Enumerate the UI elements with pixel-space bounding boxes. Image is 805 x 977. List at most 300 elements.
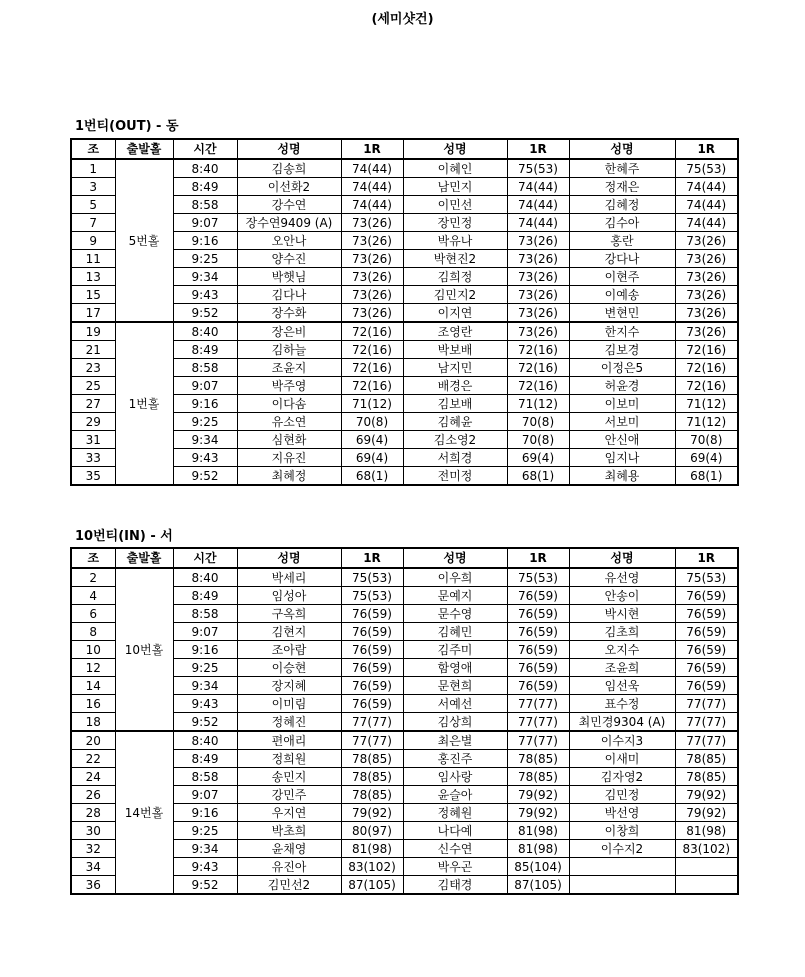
round-score: 79(92) — [675, 786, 738, 804]
round-score: 75(53) — [341, 568, 403, 587]
player-name: 남지민 — [403, 359, 507, 377]
round-score: 70(8) — [507, 431, 569, 449]
player-name: 유선영 — [569, 568, 675, 587]
round-score: 71(12) — [341, 395, 403, 413]
tee-time: 9:25 — [173, 822, 237, 840]
player-name: 이다솜 — [237, 395, 341, 413]
column-header: 1R — [507, 139, 569, 159]
round-score: 73(26) — [341, 250, 403, 268]
player-name: 배경은 — [403, 377, 507, 395]
group-number: 2 — [71, 568, 115, 587]
tee-time: 9:43 — [173, 858, 237, 876]
player-name: 조윤지 — [237, 359, 341, 377]
start-hole: 5번홀 — [115, 159, 173, 322]
player-name — [569, 858, 675, 876]
player-name: 이보미 — [569, 395, 675, 413]
group-number: 25 — [71, 377, 115, 395]
column-header: 성명 — [569, 139, 675, 159]
player-name: 임사랑 — [403, 768, 507, 786]
column-header: 1R — [341, 139, 403, 159]
column-header: 시간 — [173, 548, 237, 568]
round-score: 81(98) — [341, 840, 403, 858]
tee-time: 9:52 — [173, 876, 237, 895]
round-score: 73(26) — [507, 268, 569, 286]
round-score: 74(44) — [507, 214, 569, 232]
tee-time: 8:40 — [173, 568, 237, 587]
group-number: 29 — [71, 413, 115, 431]
round-score: 72(16) — [341, 359, 403, 377]
player-name: 전미정 — [403, 467, 507, 486]
round-score: 87(105) — [341, 876, 403, 895]
player-name: 박초희 — [237, 822, 341, 840]
player-name: 이혜인 — [403, 159, 507, 178]
round-score: 68(1) — [507, 467, 569, 486]
round-score: 78(85) — [341, 786, 403, 804]
round-score: 76(59) — [507, 587, 569, 605]
player-name: 한혜주 — [569, 159, 675, 178]
tee-time: 8:49 — [173, 178, 237, 196]
player-name: 윤채영 — [237, 840, 341, 858]
player-name: 허윤경 — [569, 377, 675, 395]
group-number: 11 — [71, 250, 115, 268]
player-name: 이수지2 — [569, 840, 675, 858]
group-number: 5 — [71, 196, 115, 214]
player-name: 조영란 — [403, 322, 507, 341]
player-name: 강민주 — [237, 786, 341, 804]
tee-time: 9:43 — [173, 449, 237, 467]
player-name: 우지연 — [237, 804, 341, 822]
section-title-out: 1번티(OUT) - 동 — [75, 119, 179, 134]
round-score: 76(59) — [507, 623, 569, 641]
round-score: 83(102) — [341, 858, 403, 876]
round-score: 75(53) — [341, 587, 403, 605]
player-name: 김혜윤 — [403, 413, 507, 431]
player-name: 조아람 — [237, 641, 341, 659]
round-score: 75(53) — [507, 159, 569, 178]
player-name: 박햇님 — [237, 268, 341, 286]
column-header: 조 — [71, 548, 115, 568]
round-score: 77(77) — [675, 713, 738, 732]
player-name: 안송이 — [569, 587, 675, 605]
group-number: 1 — [71, 159, 115, 178]
player-name: 임지나 — [569, 449, 675, 467]
player-name: 박주영 — [237, 377, 341, 395]
player-name: 김주미 — [403, 641, 507, 659]
player-name: 김혜정 — [569, 196, 675, 214]
player-name: 장은비 — [237, 322, 341, 341]
table-row — [71, 159, 738, 178]
player-name: 서예선 — [403, 695, 507, 713]
round-score: 74(44) — [341, 178, 403, 196]
round-score: 79(92) — [507, 804, 569, 822]
round-score: 77(77) — [507, 695, 569, 713]
column-header: 출발홀 — [115, 139, 173, 159]
tee-time: 9:16 — [173, 641, 237, 659]
tee-time: 9:52 — [173, 713, 237, 732]
group-number: 9 — [71, 232, 115, 250]
round-score — [675, 858, 738, 876]
player-name: 윤슬아 — [403, 786, 507, 804]
round-score: 76(59) — [507, 659, 569, 677]
tee-time: 8:49 — [173, 341, 237, 359]
player-name: 변현민 — [569, 304, 675, 323]
tee-time: 9:07 — [173, 214, 237, 232]
start-hole: 10번홀 — [115, 568, 173, 731]
player-name: 김하늘 — [237, 341, 341, 359]
round-score: 73(26) — [675, 250, 738, 268]
round-score: 73(26) — [507, 304, 569, 323]
round-score: 71(12) — [675, 413, 738, 431]
tee-time: 8:58 — [173, 768, 237, 786]
player-name: 박세리 — [237, 568, 341, 587]
tee-time: 9:52 — [173, 467, 237, 486]
round-score: 78(85) — [341, 768, 403, 786]
round-score: 72(16) — [507, 377, 569, 395]
round-score: 72(16) — [341, 322, 403, 341]
round-score: 76(59) — [675, 605, 738, 623]
column-header: 1R — [675, 139, 738, 159]
player-name: 이창희 — [569, 822, 675, 840]
round-score: 75(53) — [675, 568, 738, 587]
group-number: 18 — [71, 713, 115, 732]
tee-time: 9:34 — [173, 268, 237, 286]
round-score: 74(44) — [507, 196, 569, 214]
player-name: 이현주 — [569, 268, 675, 286]
tee-time: 9:16 — [173, 232, 237, 250]
player-name: 양수진 — [237, 250, 341, 268]
player-name: 김민선2 — [237, 876, 341, 895]
player-name: 김송희 — [237, 159, 341, 178]
player-name: 박시현 — [569, 605, 675, 623]
round-score: 77(77) — [341, 731, 403, 750]
column-header: 성명 — [237, 548, 341, 568]
player-name: 최민경9304 (A) — [569, 713, 675, 732]
column-header: 성명 — [403, 548, 507, 568]
round-score: 75(53) — [675, 159, 738, 178]
round-score: 73(26) — [341, 286, 403, 304]
round-score: 76(59) — [675, 641, 738, 659]
tee-time: 9:52 — [173, 304, 237, 323]
player-name: 정재은 — [569, 178, 675, 196]
tee-time: 9:34 — [173, 677, 237, 695]
round-score: 71(12) — [507, 395, 569, 413]
column-header: 시간 — [173, 139, 237, 159]
round-score: 76(59) — [675, 677, 738, 695]
group-number: 15 — [71, 286, 115, 304]
player-name: 김민정 — [569, 786, 675, 804]
group-number: 10 — [71, 641, 115, 659]
group-number: 17 — [71, 304, 115, 323]
player-name — [569, 876, 675, 895]
round-score: 81(98) — [675, 822, 738, 840]
player-name: 김현지 — [237, 623, 341, 641]
round-score: 74(44) — [675, 178, 738, 196]
player-name: 임선욱 — [569, 677, 675, 695]
round-score — [675, 876, 738, 895]
player-name: 구옥희 — [237, 605, 341, 623]
round-score: 73(26) — [675, 322, 738, 341]
round-score: 77(77) — [341, 713, 403, 732]
group-number: 13 — [71, 268, 115, 286]
player-name: 홍란 — [569, 232, 675, 250]
round-score: 73(26) — [341, 304, 403, 323]
player-name: 김자영2 — [569, 768, 675, 786]
round-score: 75(53) — [507, 568, 569, 587]
column-header: 출발홀 — [115, 548, 173, 568]
tee-time: 9:25 — [173, 250, 237, 268]
round-score: 68(1) — [675, 467, 738, 486]
player-name: 김초희 — [569, 623, 675, 641]
group-number: 26 — [71, 786, 115, 804]
group-number: 32 — [71, 840, 115, 858]
tee-time: 9:43 — [173, 286, 237, 304]
player-name: 이예송 — [569, 286, 675, 304]
player-name: 유소연 — [237, 413, 341, 431]
round-score: 70(8) — [507, 413, 569, 431]
round-score: 73(26) — [675, 268, 738, 286]
group-number: 12 — [71, 659, 115, 677]
round-score: 73(26) — [675, 232, 738, 250]
player-name: 장민정 — [403, 214, 507, 232]
player-name: 심현화 — [237, 431, 341, 449]
player-name: 신수연 — [403, 840, 507, 858]
player-name: 이선화2 — [237, 178, 341, 196]
round-score: 78(85) — [507, 768, 569, 786]
group-number: 4 — [71, 587, 115, 605]
round-score: 69(4) — [341, 431, 403, 449]
round-score: 76(59) — [675, 623, 738, 641]
player-name: 박보배 — [403, 341, 507, 359]
round-score: 73(26) — [341, 268, 403, 286]
tee-table-out — [70, 138, 739, 486]
player-name: 최혜정 — [237, 467, 341, 486]
round-score: 72(16) — [341, 377, 403, 395]
round-score: 72(16) — [675, 359, 738, 377]
round-score: 72(16) — [675, 341, 738, 359]
player-name: 함영애 — [403, 659, 507, 677]
round-score: 77(77) — [507, 713, 569, 732]
player-name: 장수화 — [237, 304, 341, 323]
round-score: 81(98) — [507, 840, 569, 858]
round-score: 72(16) — [675, 377, 738, 395]
player-name: 김민지2 — [403, 286, 507, 304]
player-name: 박선영 — [569, 804, 675, 822]
player-name: 홍진주 — [403, 750, 507, 768]
round-score: 83(102) — [675, 840, 738, 858]
player-name: 장수연9409 (A) — [237, 214, 341, 232]
tee-time: 9:16 — [173, 395, 237, 413]
round-score: 76(59) — [341, 641, 403, 659]
player-name: 표수정 — [569, 695, 675, 713]
player-name: 이민선 — [403, 196, 507, 214]
round-score: 85(104) — [507, 858, 569, 876]
player-name: 서희경 — [403, 449, 507, 467]
group-number: 3 — [71, 178, 115, 196]
player-name: 오안나 — [237, 232, 341, 250]
player-name: 김희정 — [403, 268, 507, 286]
player-name: 송민지 — [237, 768, 341, 786]
round-score: 76(59) — [341, 695, 403, 713]
column-header: 1R — [675, 548, 738, 568]
group-number: 24 — [71, 768, 115, 786]
round-score: 70(8) — [675, 431, 738, 449]
player-name: 김소영2 — [403, 431, 507, 449]
round-score: 81(98) — [507, 822, 569, 840]
round-score: 73(26) — [507, 322, 569, 341]
player-name: 박우곤 — [403, 858, 507, 876]
group-number: 34 — [71, 858, 115, 876]
player-name: 조윤희 — [569, 659, 675, 677]
section-title-in: 10번티(IN) - 서 — [75, 529, 173, 544]
table-row — [71, 322, 738, 341]
player-name: 강수연 — [237, 196, 341, 214]
group-number: 31 — [71, 431, 115, 449]
round-score: 72(16) — [507, 359, 569, 377]
round-score: 76(59) — [341, 605, 403, 623]
round-score: 71(12) — [675, 395, 738, 413]
round-score: 78(85) — [341, 750, 403, 768]
round-score: 73(26) — [341, 232, 403, 250]
player-name: 정혜진 — [237, 713, 341, 732]
round-score: 76(59) — [341, 659, 403, 677]
player-name: 문수영 — [403, 605, 507, 623]
player-name: 지유진 — [237, 449, 341, 467]
tee-time: 9:34 — [173, 431, 237, 449]
round-score: 76(59) — [507, 641, 569, 659]
round-score: 76(59) — [675, 659, 738, 677]
tee-time: 9:07 — [173, 786, 237, 804]
round-score: 69(4) — [675, 449, 738, 467]
tee-time: 9:07 — [173, 623, 237, 641]
player-name: 한지수 — [569, 322, 675, 341]
round-score: 79(92) — [341, 804, 403, 822]
round-score: 72(16) — [341, 341, 403, 359]
player-name: 이우희 — [403, 568, 507, 587]
table-row — [71, 568, 738, 587]
player-name: 편애리 — [237, 731, 341, 750]
column-header: 성명 — [237, 139, 341, 159]
group-number: 6 — [71, 605, 115, 623]
round-score: 76(59) — [507, 605, 569, 623]
group-number: 35 — [71, 467, 115, 486]
round-score: 77(77) — [675, 695, 738, 713]
header-row — [71, 139, 738, 159]
player-name: 김수아 — [569, 214, 675, 232]
player-name: 서보미 — [569, 413, 675, 431]
group-number: 28 — [71, 804, 115, 822]
round-score: 74(44) — [341, 196, 403, 214]
round-score: 76(59) — [675, 587, 738, 605]
group-number: 30 — [71, 822, 115, 840]
round-score: 74(44) — [675, 196, 738, 214]
group-number: 8 — [71, 623, 115, 641]
player-name: 나다예 — [403, 822, 507, 840]
player-name: 김보배 — [403, 395, 507, 413]
round-score: 69(4) — [341, 449, 403, 467]
player-name: 최은별 — [403, 731, 507, 750]
player-name: 장지혜 — [237, 677, 341, 695]
round-score: 76(59) — [341, 623, 403, 641]
round-score: 73(26) — [507, 286, 569, 304]
player-name: 이미림 — [237, 695, 341, 713]
group-number: 36 — [71, 876, 115, 895]
round-score: 80(97) — [341, 822, 403, 840]
round-score: 74(44) — [341, 159, 403, 178]
player-name: 문현희 — [403, 677, 507, 695]
column-header: 1R — [507, 548, 569, 568]
group-number: 27 — [71, 395, 115, 413]
round-score: 87(105) — [507, 876, 569, 895]
group-number: 22 — [71, 750, 115, 768]
round-score: 73(26) — [341, 214, 403, 232]
tee-time: 8:40 — [173, 322, 237, 341]
round-score: 73(26) — [675, 304, 738, 323]
player-name: 이정은5 — [569, 359, 675, 377]
column-header: 1R — [341, 548, 403, 568]
player-name: 김상희 — [403, 713, 507, 732]
tee-time: 9:25 — [173, 659, 237, 677]
player-name: 유진아 — [237, 858, 341, 876]
round-score: 76(59) — [341, 677, 403, 695]
player-name: 박현진2 — [403, 250, 507, 268]
group-number: 21 — [71, 341, 115, 359]
round-score: 72(16) — [507, 341, 569, 359]
player-name: 임성아 — [237, 587, 341, 605]
tee-time: 8:58 — [173, 605, 237, 623]
tee-time: 8:40 — [173, 731, 237, 750]
player-name: 오지수 — [569, 641, 675, 659]
group-number: 33 — [71, 449, 115, 467]
tee-time: 8:49 — [173, 750, 237, 768]
round-score: 78(85) — [675, 750, 738, 768]
tee-table-in — [70, 547, 739, 895]
player-name: 김보경 — [569, 341, 675, 359]
group-number: 7 — [71, 214, 115, 232]
player-name: 김태경 — [403, 876, 507, 895]
tee-time: 8:40 — [173, 159, 237, 178]
start-hole: 1번홀 — [115, 322, 173, 485]
round-score: 76(59) — [507, 677, 569, 695]
player-name: 안신애 — [569, 431, 675, 449]
round-score: 77(77) — [675, 731, 738, 750]
player-name: 김혜민 — [403, 623, 507, 641]
round-score: 78(85) — [675, 768, 738, 786]
player-name: 김다나 — [237, 286, 341, 304]
tee-time: 9:25 — [173, 413, 237, 431]
player-name: 이승현 — [237, 659, 341, 677]
round-score: 68(1) — [341, 467, 403, 486]
player-name: 정희원 — [237, 750, 341, 768]
round-score: 73(26) — [507, 232, 569, 250]
round-score: 69(4) — [507, 449, 569, 467]
group-number: 16 — [71, 695, 115, 713]
player-name: 이지연 — [403, 304, 507, 323]
tee-time: 9:16 — [173, 804, 237, 822]
header-row — [71, 548, 738, 568]
round-score: 74(44) — [675, 214, 738, 232]
round-score: 74(44) — [507, 178, 569, 196]
column-header: 성명 — [403, 139, 507, 159]
player-name: 문예지 — [403, 587, 507, 605]
player-name: 이새미 — [569, 750, 675, 768]
round-score: 77(77) — [507, 731, 569, 750]
tee-time: 9:07 — [173, 377, 237, 395]
player-name: 남민지 — [403, 178, 507, 196]
tee-time: 9:43 — [173, 695, 237, 713]
column-header: 성명 — [569, 548, 675, 568]
tee-time: 8:58 — [173, 196, 237, 214]
table-row — [71, 731, 738, 750]
